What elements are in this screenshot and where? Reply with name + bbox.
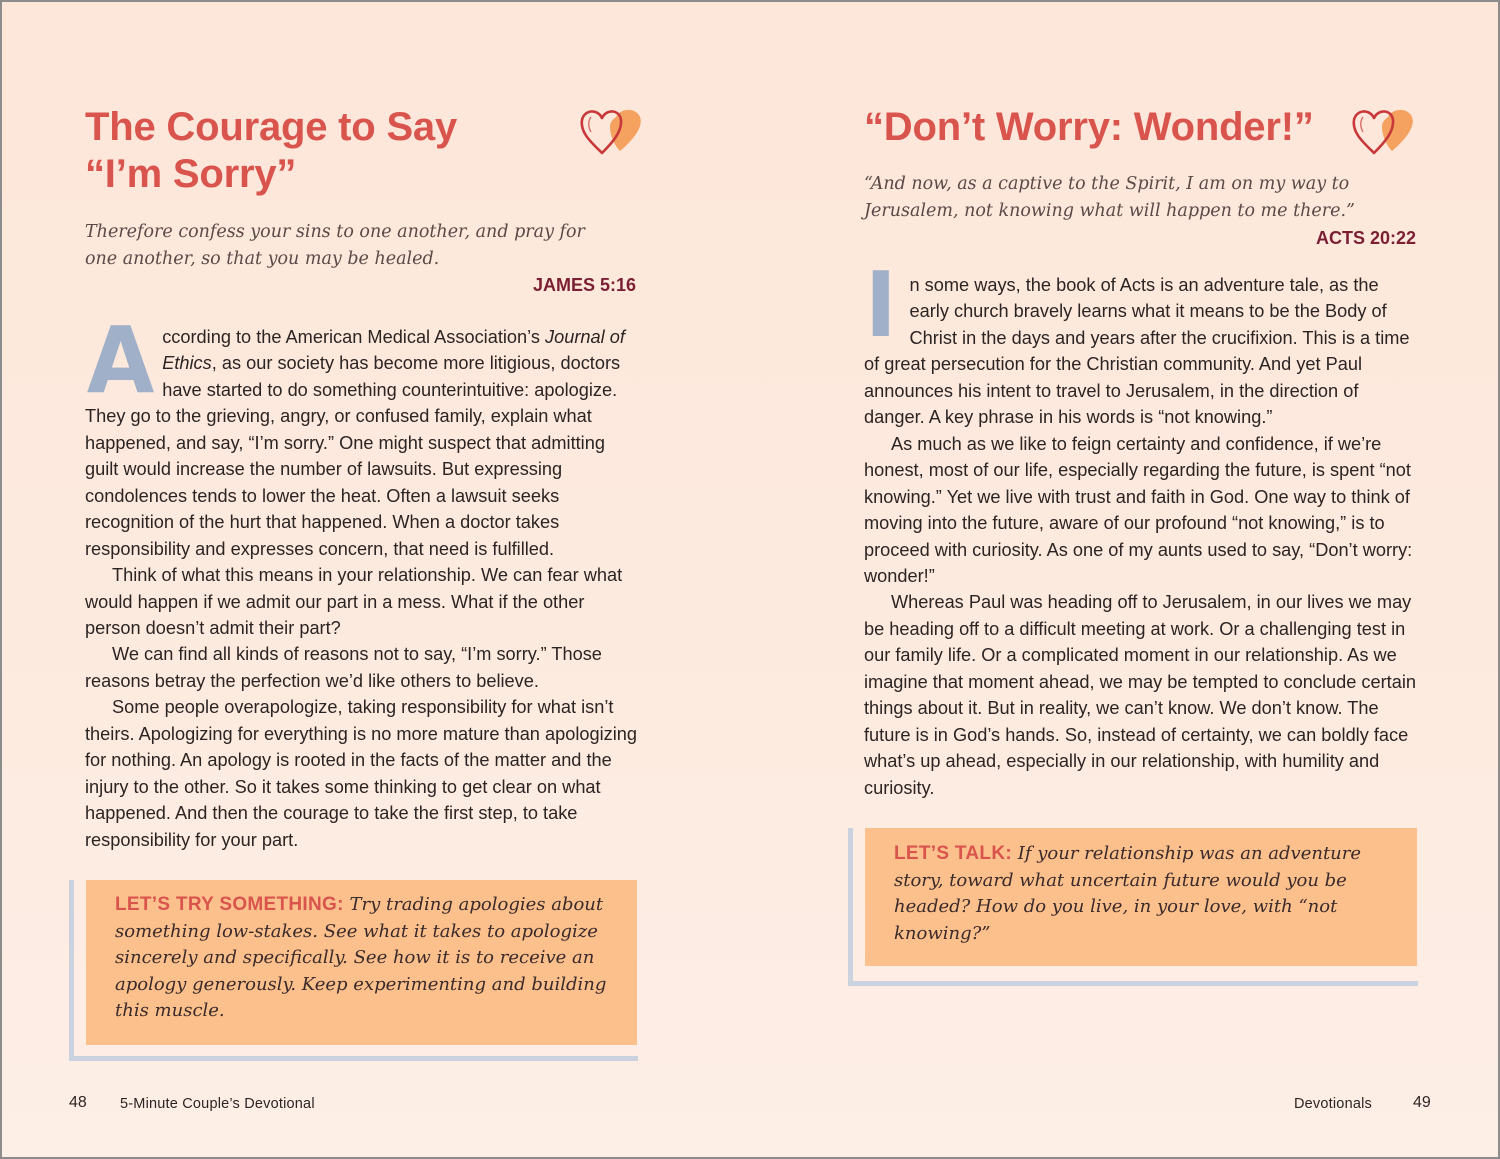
right-page	[750, 2, 1498, 1157]
paragraph-2: As much as we like to feign certainty and confidence, if we’re honest, most of our life, especially regarding the future, is spent “not knowing.” Yet we live with trust and faith in God. One way to think of moving into the future, aware of our profound “not knowing,” is to proceed with curiosity. As one of my aunts used to say, “Don’t worry: wonder!”	[864, 433, 1413, 586]
verse-line-2: one another, so that you may be healed.	[85, 248, 440, 269]
paragraph-3: We can find all kinds of reasons not to say, “I’m sorry.” Those reasons betray the perfection we’d like others to believe.	[85, 644, 602, 691]
callout-label: LET’S TALK:	[894, 843, 1012, 864]
paragraph-1	[85, 307, 640, 562]
paragraph-1-text: n some ways, the book of Acts is an adventure tale, as the early church bravely learns what it means to be the Body of Christ in the days and years after the crucifixion. This is a time of great persecution for the Christian community. And yet Paul announces his intent to travel to Jerusalem, in the direction of danger. A key phrase in his words is “not knowing.”	[864, 275, 1410, 428]
double-heart-icon	[1350, 105, 1416, 157]
verse-line-1: Therefore confess your sins to one another, and pray for	[85, 222, 585, 242]
scripture-verse	[864, 171, 1424, 224]
journal-title: Journal of Ethics	[162, 327, 625, 374]
paragraph-1-text-b: , as our society has become more litigious, doctors have started to do something counterintuitive: apologize. They go to the grieving, angry, or confused family, explain what happened, and say, “I’m sorry.” One might suspect that admitting guilt would increase the number of lawsuits. But expressing condolences tends to lower the heat. Often a lawsuit seeks recognition of the hurt that happened. When a doctor takes responsibility and expresses concern, that need is fulfilled.	[85, 353, 621, 559]
lets-talk-callout	[865, 828, 1417, 966]
left-page	[2, 2, 750, 1157]
title-line-2: “I’m Sorry”	[85, 152, 297, 196]
page-title	[85, 104, 457, 198]
page-title: “Don’t Worry: Wonder!”	[864, 105, 1314, 149]
verse-reference: ACTS 20:22	[1315, 228, 1416, 248]
page-number: 49	[1413, 1094, 1431, 1111]
paragraph-4: Some people overapologize, taking responsibility for what isn’t theirs. Apologizing for everything is no more mature than apologizing for nothing. An apology is rooted in the facts of the matter and the injury to the other. So it takes some thinking to get clear on what happened. And then the courage to take the first step, to take responsibility for your part.	[85, 697, 638, 850]
callout-text: Try trading apologies about something low-stakes. See what it takes to apologize sincerely and specifically. See how it is to receive an apology generously. Keep experimenting and building this muscle.	[115, 894, 607, 1021]
paragraph-1	[864, 253, 1418, 431]
page-number: 48	[69, 1094, 87, 1111]
body-text	[864, 253, 1418, 801]
running-head: Devotionals	[1294, 1096, 1372, 1112]
verse-line-1: “And now, as a captive to the Spirit, I am on my way to	[864, 174, 1350, 194]
drop-cap: A	[86, 307, 155, 414]
paragraph-2: Think of what this means in your relationship. We can fear what would happen if we admit our part in a mess. What if the other person doesn’t admit their part?	[85, 565, 623, 638]
verse-line-2: Jerusalem, not knowing what will happen to me there.”	[864, 200, 1355, 221]
scripture-verse	[85, 219, 645, 272]
lets-try-something-callout	[86, 880, 637, 1045]
callout-label: LET’S TRY SOMETHING:	[115, 894, 344, 915]
callout-text: If your relationship was an adventure story, toward what uncertain future would you be headed? How do you live, in your love, with “not knowing?”	[894, 843, 1362, 944]
running-head: 5-Minute Couple’s Devotional	[120, 1096, 315, 1112]
title-line-1: The Courage to Say	[85, 105, 458, 149]
paragraph-3: Whereas Paul was heading off to Jerusalem, in our lives we may be heading off to a difficult meeting at work. Or a challenging test in our family life. Or a complicated moment in our relationship. As we imagine that moment ahead, we may be tempted to conclude certain things about it. But in reality, we can’t know. We don’t know. The future is in God’s hands. So, instead of certainty, we can boldly face what’s up ahead, especially in our relationship, with humility and curiosity.	[864, 592, 1417, 798]
verse-reference: JAMES 5:16	[532, 275, 636, 295]
double-heart-icon	[578, 105, 644, 157]
body-text	[85, 307, 640, 853]
drop-cap: I	[864, 253, 897, 358]
paragraph-1-text-a: ccording to the American Medical Association’s	[162, 327, 546, 347]
book-spread	[2, 2, 1498, 1157]
